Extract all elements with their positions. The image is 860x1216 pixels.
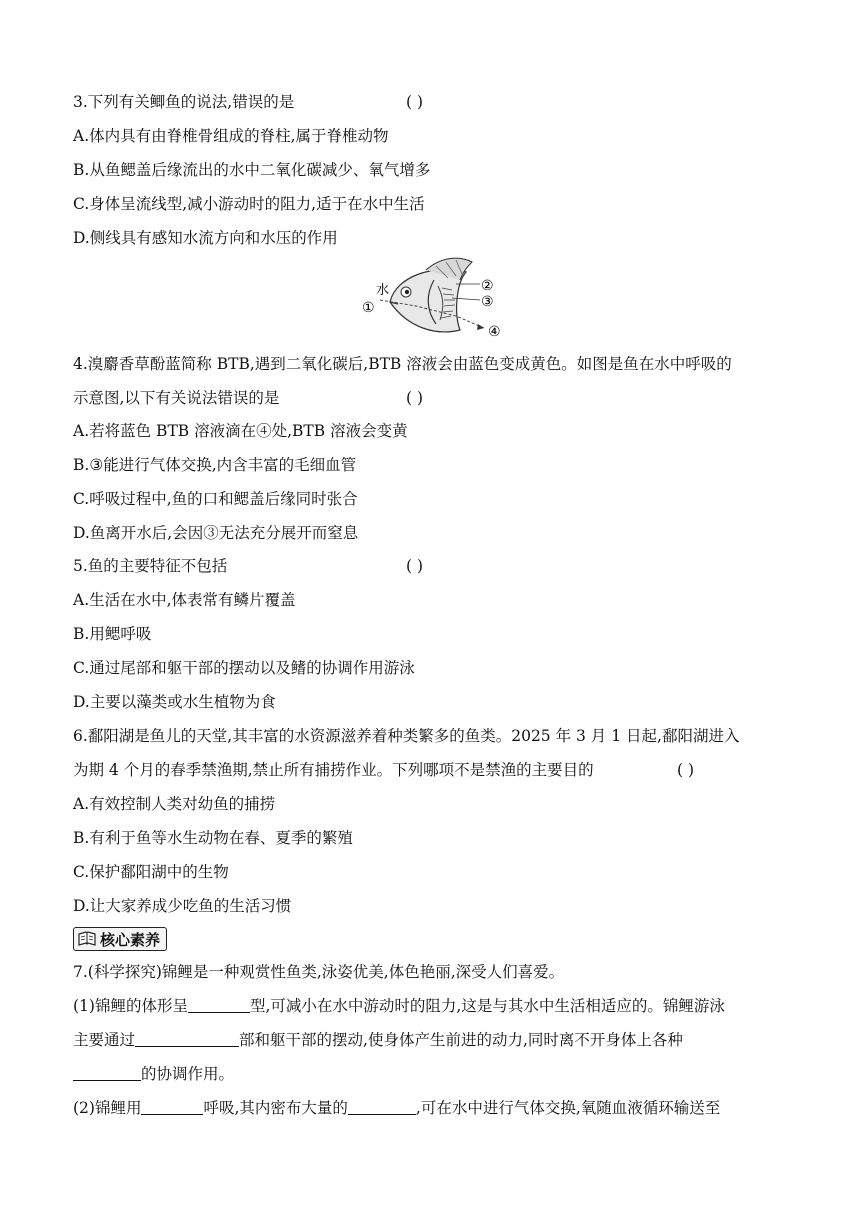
q4-option-a: A.若将蓝色 BTB 溶液滴在④处,BTB 溶液会变黄 bbox=[73, 422, 408, 440]
q6-option-a: A.有效控制人类对幼鱼的捕捞 bbox=[73, 795, 276, 813]
q4-answer-paren: ( ) bbox=[406, 389, 424, 407]
q3-option-d: D.侧线具有感知水流方向和水压的作用 bbox=[73, 229, 338, 247]
label-1: ① bbox=[362, 300, 375, 316]
q3-option-b: B.从鱼鳃盖后缘流出的水中二氧化碳减少、氧气增多 bbox=[73, 161, 431, 179]
fish-respiration-diagram bbox=[356, 254, 516, 338]
q3-stem: 3.下列有关鲫鱼的说法,错误的是 bbox=[73, 93, 295, 111]
section-title: 核心素养 bbox=[100, 930, 161, 949]
q7-part1-text-e: 的协调作用。 bbox=[141, 1065, 235, 1083]
q7-part1-text-d: 部和躯干部的摆动,使身体产生前进的动力,同时离不开身体上各种 bbox=[239, 1031, 683, 1049]
q5-option-c: C.通过尾部和躯干部的摆动以及鳍的协调作用游泳 bbox=[73, 659, 415, 677]
q4-option-c: C.呼吸过程中,鱼的口和鳃盖后缘同时张合 bbox=[73, 490, 358, 508]
q6-stem-line2: 为期 4 个月的春季禁渔期,禁止所有捕捞作业。下列哪项不是禁渔的主要目的 bbox=[73, 761, 594, 779]
q4-option-d: D.鱼离开水后,会因③无法充分展开而窒息 bbox=[73, 524, 359, 542]
q4-stem-line1: 4.溴麝香草酚蓝简称 BTB,遇到二氧化碳后,BTB 溶液会由蓝色变成黄色。如图是鱼在水中呼吸的 bbox=[73, 355, 732, 373]
blank-body-shape[interactable] bbox=[188, 996, 250, 1013]
q7-part1-text-c: 主要通过 bbox=[73, 1031, 136, 1049]
q5-option-d: D.主要以藻类或水生植物为食 bbox=[73, 693, 276, 711]
q5-option-a: A.生活在水中,体表常有鳞片覆盖 bbox=[73, 591, 296, 609]
q3-option-c: C.身体呈流线型,减小游动时的阻力,适于在水中生活 bbox=[73, 195, 425, 213]
book-icon bbox=[78, 931, 96, 947]
q7-part1-line1 bbox=[73, 996, 725, 1016]
q7-part2-text-c: ,可在水中进行气体交换,氧随血液循环输送至 bbox=[415, 1099, 721, 1117]
q6-stem-line1: 6.鄱阳湖是鱼儿的天堂,其丰富的水资源滋养着种类繁多的鱼类。2025 年 3 月 1 日起,鄱阳湖进入 bbox=[73, 727, 740, 745]
label-4: ④ bbox=[488, 324, 501, 338]
q3-option-a: A.体内具有由脊椎骨组成的脊柱,属于脊椎动物 bbox=[73, 127, 389, 145]
q7-part1-line3 bbox=[73, 1064, 234, 1084]
q5-stem: 5.鱼的主要特征不包括 bbox=[73, 557, 228, 575]
q7-stem: 7.(科学探究)锦鲤是一种观赏性鱼类,泳姿优美,体色艳丽,深受人们喜爱。 bbox=[73, 963, 565, 981]
q6-option-d: D.让大家养成少吃鱼的生活习惯 bbox=[73, 897, 292, 915]
q7-part1-text-b: 型,可减小在水中游动时的阻力,这是与其水中生活相适应的。锦鲤游泳 bbox=[249, 997, 725, 1015]
q5-answer-paren: ( ) bbox=[406, 557, 424, 575]
blank-capillaries[interactable] bbox=[348, 1098, 416, 1115]
q7-part2-text-a: (2)锦鲤用 bbox=[73, 1099, 142, 1117]
blank-breathing-organ[interactable] bbox=[141, 1098, 203, 1115]
q6-option-c: C.保护鄱阳湖中的生物 bbox=[73, 863, 229, 881]
q6-option-b: B.有利于鱼等水生动物在春、夏季的繁殖 bbox=[73, 829, 353, 847]
water-label: 水 bbox=[376, 283, 390, 298]
q3-answer-paren: ( ) bbox=[406, 93, 424, 111]
q7-part1-text-a: (1)锦鲤的体形呈 bbox=[73, 997, 188, 1015]
q7-part2-text-b: 呼吸,其内密布大量的 bbox=[203, 1099, 348, 1117]
label-2: ② bbox=[481, 278, 494, 294]
q7-part2-line1 bbox=[73, 1098, 720, 1118]
q4-option-b: B.③能进行气体交换,内含丰富的毛细血管 bbox=[73, 456, 357, 474]
q6-answer-paren: ( ) bbox=[677, 761, 695, 779]
q7-part1-line2 bbox=[73, 1030, 683, 1050]
blank-fins[interactable] bbox=[73, 1064, 141, 1081]
q5-option-b: B.用鳃呼吸 bbox=[73, 625, 152, 643]
section-badge bbox=[73, 927, 167, 951]
label-3: ③ bbox=[481, 294, 494, 310]
q4-stem-line2: 示意图,以下有关说法错误的是 bbox=[73, 389, 280, 407]
blank-body-part[interactable] bbox=[135, 1030, 239, 1047]
